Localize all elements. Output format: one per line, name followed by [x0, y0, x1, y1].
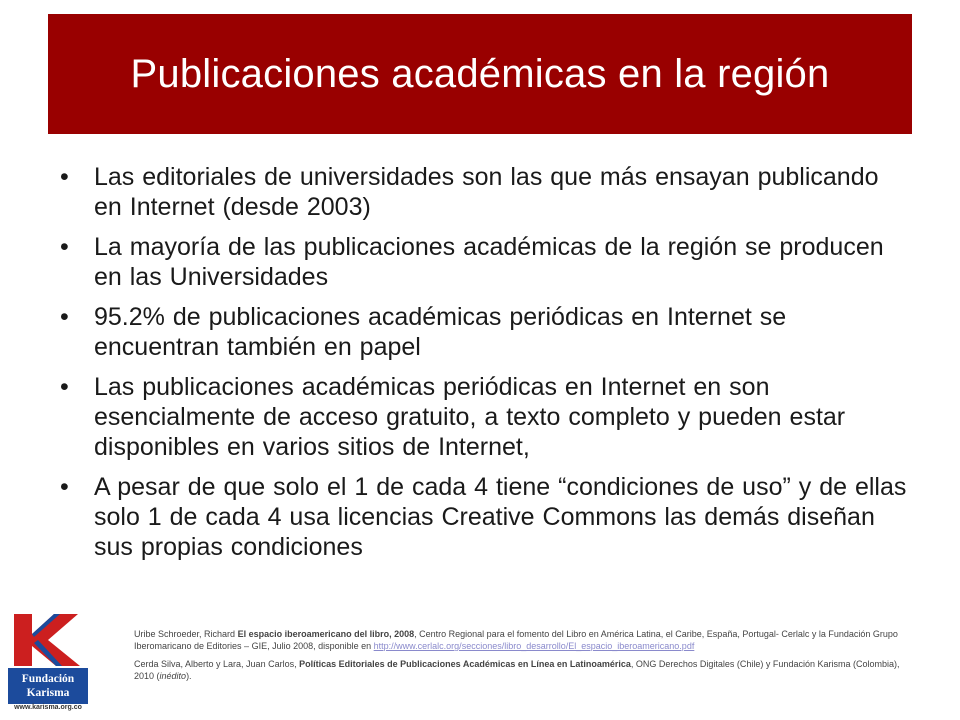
ref2-note: inédito — [159, 671, 187, 681]
logo-line1: Fundación — [21, 673, 75, 685]
reference-2 — [134, 658, 914, 682]
karisma-logo — [8, 610, 88, 712]
bullet-text: Las publicaciones académicas periódicas en Internet en son esencialmente de acceso gratuito, a texto completo y pueden estar disponibles en varios sitios de Internet, — [94, 373, 846, 461]
bullet-dot-icon: • — [60, 233, 69, 261]
bullet-dot-icon: • — [60, 473, 69, 501]
logo-name — [8, 668, 88, 704]
ref1-authors: Uribe Schroeder, Richard — [134, 629, 238, 639]
bullet-text: A pesar de que solo el 1 de cada 4 tiene “condiciones de uso” y de ellas solo 1 de cada 4 usa licencias Creative Commons las demás diseñan sus propias condiciones — [94, 473, 907, 561]
ref2-details: , ONG Derechos Digitales (Chile) y Fundación Karisma (Colombia), 2010 ( — [134, 659, 900, 681]
references — [134, 628, 914, 688]
k-letter-icon — [8, 610, 88, 668]
bullet-list — [58, 162, 908, 572]
logo-line2: Karisma — [26, 687, 70, 699]
title-bar — [48, 14, 912, 134]
bullet-item — [58, 232, 908, 292]
ref2-title: Políticas Editoriales de Publicaciones Académicas en Línea en Latinoamérica — [299, 659, 631, 669]
bullet-item — [58, 472, 908, 562]
ref2-end: ). — [186, 671, 192, 681]
ref1-link[interactable]: http://www.cerlalc.org/secciones/libro_desarrollo/El_espacio_iberoamericano.pdf — [373, 641, 695, 651]
bullet-text: La mayoría de las publicaciones académicas de la región se producen en las Universidades — [94, 233, 884, 291]
bullet-dot-icon: • — [60, 163, 69, 191]
bullet-item — [58, 162, 908, 222]
bullet-text: 95.2% de publicaciones académicas periódicas en Internet se encuentran también en papel — [94, 303, 787, 361]
reference-1 — [134, 628, 914, 652]
bullet-dot-icon: • — [60, 303, 69, 331]
bullet-item — [58, 302, 908, 362]
ref2-authors: Cerda Silva, Alberto y Lara, Juan Carlos, — [134, 659, 300, 669]
bullet-item — [58, 372, 908, 462]
logo-k-mark — [8, 610, 88, 668]
bullet-dot-icon: • — [60, 373, 69, 401]
logo-url: www.karisma.org.co — [14, 704, 82, 711]
slide-title: Publicaciones académicas en la región — [130, 51, 830, 96]
bullet-text: Las editoriales de universidades son las que más ensayan publicando en Internet (desde 2003) — [94, 163, 879, 221]
ref1-title: El espacio iberoamericano del libro, 2008 — [237, 629, 415, 639]
ref1-details: , Centro Regional para el fomento del Libro en América Latina, el Caribe, España, Portugal- Cerlalc y la Fundación Grupo Iberomaricano de Editories – GIE, Julio 2008, disponible en — [134, 629, 898, 651]
